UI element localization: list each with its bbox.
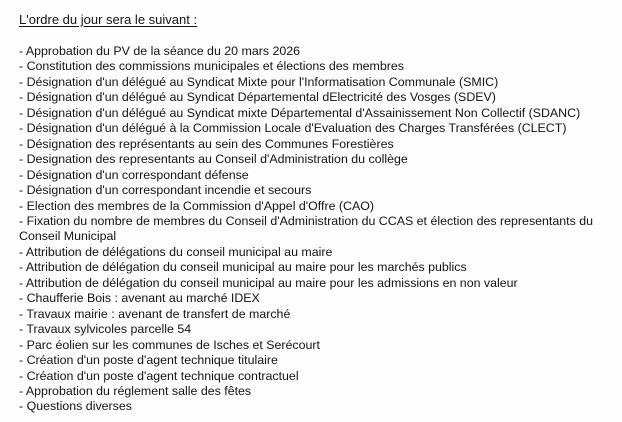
agenda-item: - Election des membres de la Commission d'Appel d'Offre (CAO) bbox=[19, 198, 375, 213]
agenda-item: - Parc éolien sur les communes de Isches et Serécourt bbox=[19, 337, 320, 352]
agenda-item: - Travaux sylvicoles parcelle 54 bbox=[19, 322, 192, 337]
agenda-item: - Attribution de délégation du conseil municipal au maire pour les marchés publics bbox=[19, 260, 467, 275]
agenda-item: - Désignation des représentants au sein des Communes Forestières bbox=[19, 136, 394, 151]
agenda-heading: L'ordre du jour sera le suivant : bbox=[19, 12, 198, 27]
agenda-item: - Désignation d'un délégué au Syndicat Départemental dElectricité des Vosges (SDEV) bbox=[19, 90, 496, 105]
agenda-item: - Approbation du PV de la séance du 20 mars 2026 bbox=[19, 44, 301, 58]
agenda-item: - Chaufferie Bois : avenant au marché IDEX bbox=[19, 291, 260, 306]
agenda-item: - Approbation du réglement salle des fêtes bbox=[19, 383, 252, 398]
agenda-item: - Création d'un poste d'agent technique titulaire bbox=[19, 353, 278, 368]
agenda-item: - Travaux mairie : avenant de transfert de marché bbox=[19, 306, 291, 321]
agenda-item: - Désignation d'un correspondant incendie et secours bbox=[19, 183, 312, 198]
agenda-item: - Désignation d'un délégué au Syndicat Mixte pour l'Informatisation Communale (SMIC) bbox=[19, 74, 499, 89]
agenda-item: - Désignation d'un délégué au Syndicat mixte Départemental d'Assainissement Non Collectif (SDANC) bbox=[19, 105, 581, 120]
agenda-item: - Désignation d'un délégué à la Commission Locale d'Evaluation des Charges Transférées (CLECT) bbox=[19, 121, 567, 136]
agenda-item: - Attribution de délégations du conseil municipal au maire bbox=[19, 244, 333, 259]
agenda-item: - Création d'un poste d'agent technique contractuel bbox=[19, 368, 299, 383]
agenda-item: - Fixation du nombre de membres du Conseil d'Administration du CCAS et élection des representants du Conseil Municipal bbox=[19, 213, 594, 244]
agenda-item: - Attribution de délégation du conseil municipal au maire pour les admissions en non valeur bbox=[19, 275, 518, 290]
agenda-list bbox=[19, 44, 615, 415]
agenda-item: - Designation des representants au Conseil d'Administration du collège bbox=[19, 152, 408, 167]
agenda-item: - Constitution des commissions municipales et élections des membres bbox=[19, 59, 404, 74]
agenda-item: - Désignation d'un correspondant défense bbox=[19, 167, 249, 182]
agenda-item: - Questions diverses bbox=[19, 399, 132, 414]
